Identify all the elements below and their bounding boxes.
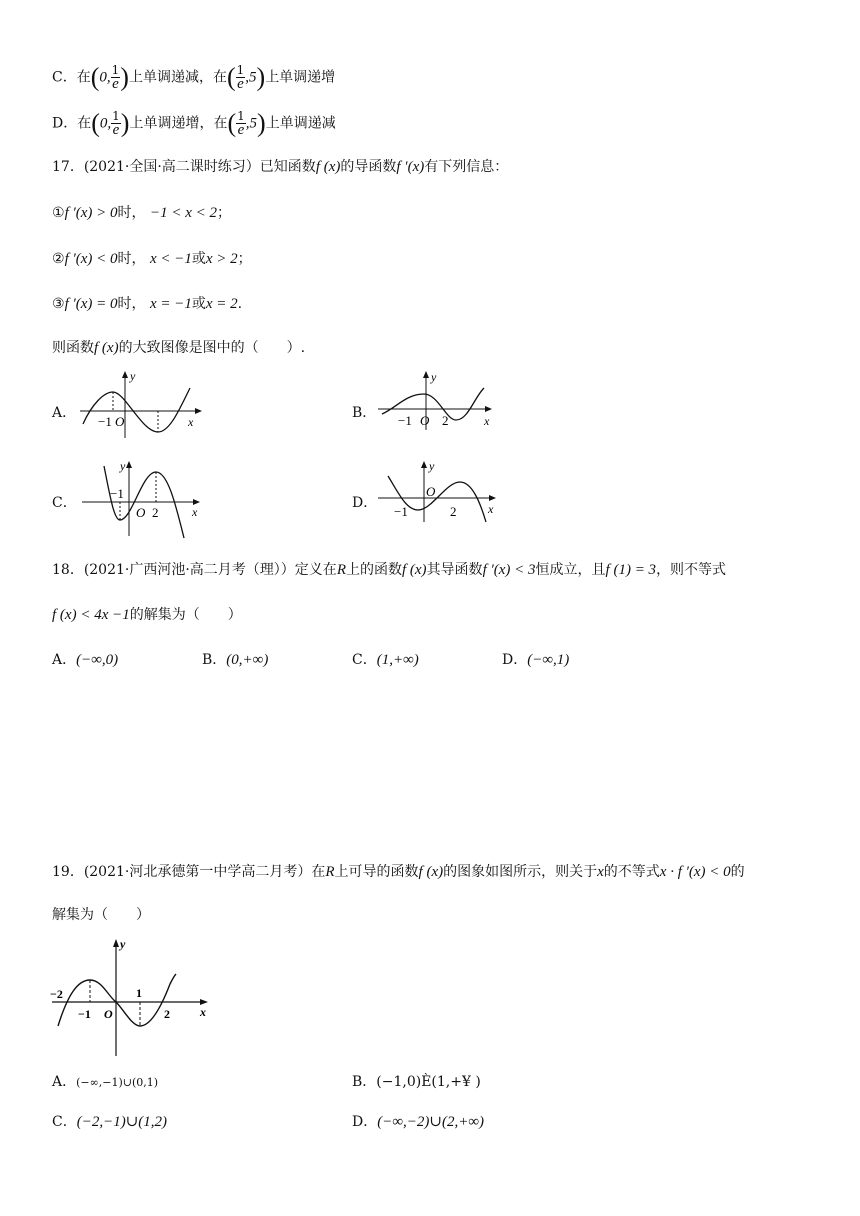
question-text: 解集为（ ） xyxy=(52,907,150,923)
q19-option-a[interactable]: A．(−∞,−1)∪(0,1) xyxy=(52,1074,159,1090)
question-text: 的不等式 xyxy=(603,864,660,880)
y-axis-arrow xyxy=(122,371,128,378)
origin-label: O xyxy=(426,484,436,499)
q19-option-b[interactable]: B．(−1,0)È(1,+¥ ) xyxy=(352,1074,481,1090)
q18-option-d[interactable]: D．(−∞,1) xyxy=(502,652,570,668)
math: f ′(x) < 3 xyxy=(482,562,536,578)
q16-option-d[interactable] xyxy=(52,110,336,137)
paren-open: ( xyxy=(91,108,100,138)
q17-info-1 xyxy=(52,203,231,223)
q17-option-d-graph[interactable] xyxy=(376,458,506,528)
text: 时， xyxy=(117,296,146,312)
question-text: 的解集为（ ） xyxy=(129,607,242,623)
paren-open: ( xyxy=(226,62,236,92)
q17-option-b-graph[interactable] xyxy=(376,368,500,440)
text: 时， xyxy=(117,251,146,267)
tick-label: −1 xyxy=(98,414,112,429)
origin-label: O xyxy=(136,505,146,520)
q19-stem-1 xyxy=(52,862,745,882)
q18-option-b[interactable]: B．(0,+∞) xyxy=(202,652,269,668)
q19-graph xyxy=(48,934,214,1060)
text: . xyxy=(237,296,243,312)
tick-label: −2 xyxy=(50,987,63,1001)
question-text: 的图象如图所示，则关于 xyxy=(443,864,598,880)
math: f ′(x) xyxy=(396,159,425,175)
math: x < −1 xyxy=(149,251,192,267)
origin-label: O xyxy=(104,1007,113,1021)
question-text: 上的函数 xyxy=(345,562,402,578)
origin-label: O xyxy=(420,413,430,428)
question-text: 19．(2021·河北承德第一中学高二月考）在 xyxy=(52,864,326,880)
circled-number: ③ xyxy=(52,296,65,312)
question-text: 的 xyxy=(730,864,745,880)
q17-info-3 xyxy=(52,294,242,314)
question-text: 上可导的函数 xyxy=(334,864,419,880)
question-text: 17．(2021·全国·高二课时练习）已知函数 xyxy=(52,159,316,175)
question-text: 有下列信息： xyxy=(424,159,509,175)
math: f ′(x) = 0 xyxy=(64,296,118,312)
interval-start: 0, xyxy=(99,115,112,132)
y-axis-arrow xyxy=(113,939,119,947)
y-label: y xyxy=(120,459,126,473)
math: x = −1 xyxy=(149,296,192,312)
circled-number: ② xyxy=(52,251,65,267)
text: ； xyxy=(217,205,232,221)
x-label: x xyxy=(484,414,490,428)
math: f ′(x) < 0 xyxy=(64,251,118,267)
option-text: 上单调递减 xyxy=(265,115,336,132)
tick-label: −1 xyxy=(78,1007,91,1021)
math: x > 2 xyxy=(205,251,238,267)
question-text: 恒成立，且 xyxy=(535,562,606,578)
fraction: $\frac{1}{e}$ xyxy=(111,63,120,92)
math: R xyxy=(325,864,335,880)
interval-end: ,5 xyxy=(245,69,257,86)
tick-label: −1 xyxy=(394,504,408,519)
tick-label: 1 xyxy=(136,986,142,1000)
math: f ′(x) > 0 xyxy=(64,205,118,221)
paren-open: ( xyxy=(90,62,100,92)
tick-label: −1 xyxy=(110,486,124,501)
paren-close: ) xyxy=(257,108,266,138)
q18-option-c[interactable]: C．(1,+∞) xyxy=(352,652,419,668)
math: f (x) xyxy=(418,864,444,880)
circled-number: ① xyxy=(52,205,65,221)
math: x xyxy=(597,864,604,880)
x-label: x xyxy=(200,1005,206,1019)
y-axis-arrow xyxy=(126,461,132,468)
text: ； xyxy=(237,251,252,267)
question-text: 18．(2021·广西河池·高二月考（理））定义在 xyxy=(52,562,337,578)
math: −1 < x < 2 xyxy=(149,205,218,221)
math: f (x) < 4x −1 xyxy=(52,607,130,623)
fraction: $\frac{1}{e}$ xyxy=(237,109,245,138)
tick-label: 2 xyxy=(152,505,159,520)
x-axis-arrow xyxy=(489,495,496,501)
tick-label: 2 xyxy=(442,413,449,428)
question-text: 的导函数 xyxy=(340,159,397,175)
q17-option-c-label[interactable]: C． xyxy=(52,495,77,511)
math: x · f ′(x) < 0 xyxy=(659,864,731,880)
q19-option-d[interactable]: D．(−∞,−2)∪(2,+∞) xyxy=(352,1114,485,1130)
q17-stem xyxy=(52,157,508,177)
q17-option-d-label[interactable]: D． xyxy=(352,495,378,511)
y-axis-arrow xyxy=(421,461,427,468)
math: x = 2 xyxy=(205,296,238,312)
question-text: 其导函数 xyxy=(426,562,483,578)
q19-stem-2 xyxy=(52,905,150,925)
x-label: x xyxy=(192,505,198,519)
x-axis-arrow xyxy=(195,408,202,414)
y-axis-arrow xyxy=(423,371,429,378)
text: 或 xyxy=(191,251,206,267)
text: 或 xyxy=(191,296,206,312)
curve xyxy=(58,974,176,1026)
option-label: C．在 xyxy=(52,69,91,86)
fraction: $\frac{1}{e}$ xyxy=(112,109,120,138)
paren-close: ) xyxy=(120,108,130,138)
q19-option-c[interactable]: C．(−2,−1)∪(1,2) xyxy=(52,1114,168,1130)
interval-start: 0, xyxy=(99,69,111,86)
text: 时， xyxy=(117,205,146,221)
tick-label: 2 xyxy=(164,1007,170,1021)
q17-option-b-label[interactable]: B． xyxy=(352,405,377,421)
origin-label: O xyxy=(115,414,125,429)
paren-close: ) xyxy=(256,62,266,92)
text: 的大致图像是图中的（ ）. xyxy=(118,340,306,356)
q18-stem-2 xyxy=(52,605,242,625)
y-label: y xyxy=(431,370,437,384)
option-text: 上单调递增 xyxy=(265,69,336,86)
math: f (1) = 3 xyxy=(605,562,657,578)
option-text: 上单调递增，在 xyxy=(129,115,228,132)
math: R xyxy=(336,562,346,578)
tick-label: 2 xyxy=(450,504,457,519)
tick-label: −1 xyxy=(398,413,412,428)
paren-close: ) xyxy=(120,62,129,92)
q17-ask xyxy=(52,338,305,358)
q17-info-2 xyxy=(52,249,252,269)
text: 则函数 xyxy=(52,340,94,356)
option-text: 上单调递减，在 xyxy=(128,69,227,86)
q16-option-c[interactable] xyxy=(52,64,335,91)
x-label: x xyxy=(188,415,194,429)
q18-stem-1 xyxy=(52,560,726,580)
question-text: ，则不等式 xyxy=(656,562,727,578)
math: f (x) xyxy=(401,562,427,578)
x-axis-arrow xyxy=(485,406,492,412)
q17-option-a-label[interactable]: A． xyxy=(52,405,77,421)
y-label: y xyxy=(429,459,435,473)
fraction: $\frac{1}{e}$ xyxy=(236,63,245,92)
y-label: y xyxy=(130,369,136,383)
math: f (x) xyxy=(94,340,119,356)
q17-option-a-graph[interactable] xyxy=(80,368,210,440)
q18-option-a[interactable]: A．(−∞,0) xyxy=(52,652,119,668)
option-label: D．在 xyxy=(52,115,92,132)
interval-end: ,5 xyxy=(245,115,258,132)
math: f (x) xyxy=(315,159,341,175)
x-label: x xyxy=(488,502,494,516)
q17-option-c-graph[interactable] xyxy=(80,456,210,540)
y-label: y xyxy=(120,937,126,951)
paren-open: ( xyxy=(227,108,237,138)
